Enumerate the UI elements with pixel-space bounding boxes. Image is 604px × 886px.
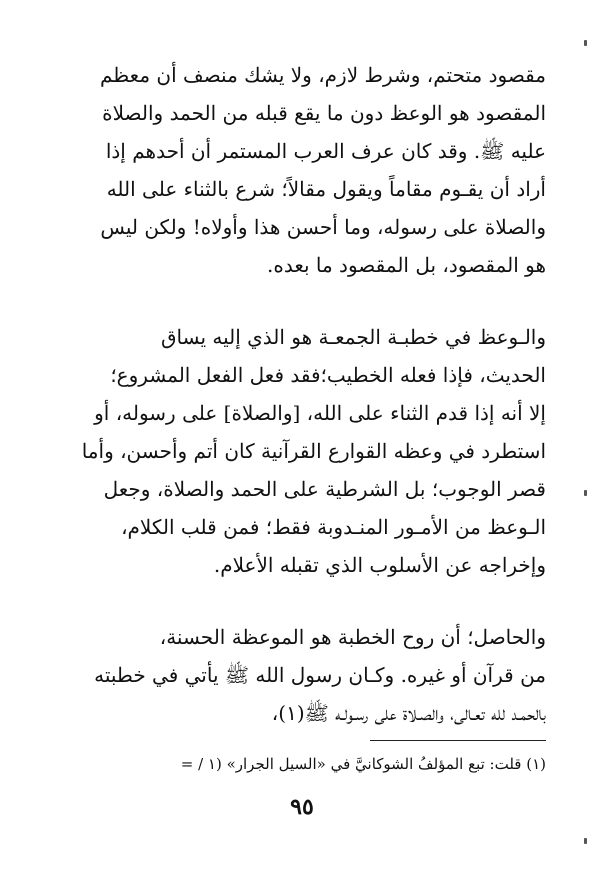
text-line: والصلاة على رسوله، وما أحسن هذا وأولاه! ولكن ليس — [100, 215, 546, 239]
text-line: أراد أن يقـوم مقاماً ويقول مقالاً؛ شرع بالثناء على الله — [106, 177, 546, 201]
text-line: عليه ﷺ. وقد كان عرف العرب المستمر أن أحدهم إذا — [105, 139, 546, 163]
text-line: استطرد في وعظه القوارع القرآنية كان أتم وأحسن، وأما — [81, 439, 546, 463]
paragraph-3 — [62, 618, 546, 732]
text-line: بالحمـد لله تعـالى، والصـلاة على رسـولـه ﷺ(١)، — [271, 701, 546, 725]
paragraph-1 — [62, 56, 546, 284]
text-line: مقصود متحتم، وشرط لازم، ولا يشك منصف أن معظم — [99, 63, 546, 87]
text-line: الحديث، فإذا فعله الخطيب؛فقد فعل الفعل المشروع؛ — [110, 363, 546, 387]
text-line: وإخراجه عن الأسلوب الذي تقبله الأعلام. — [213, 553, 546, 577]
text-line: والحاصل؛ أن روح الخطبة هو الموعظة الحسنة، — [159, 625, 546, 649]
text-line: إلا أنه إذا قدم الثناء على الله، [والصلاة] على رسوله، أو — [94, 401, 546, 425]
margin-mark — [584, 490, 587, 496]
text-line: والـوعظ في خطبـة الجمعـة هو الذي إليه يساق — [161, 325, 546, 349]
page-number: ٩٥ — [290, 794, 314, 820]
text-line: المقصود هو الوعظ دون ما يقع قبله من الحمد والصلاة — [102, 101, 546, 125]
paragraph-2 — [62, 318, 546, 584]
text-line: هو المقصود، بل المقصود ما بعده. — [266, 253, 546, 277]
text-line: الـوعظ من الأمـور المنـدوبة فقط؛ فمن قلب الكلام، — [121, 515, 546, 539]
text-line: من قرآن أو غيره. وكـان رسول الله ﷺ يأتي في خطبته — [94, 663, 546, 687]
margin-mark — [584, 838, 587, 844]
footnote: (١) قلت: تبع المؤلفُ الشوكانيَّ في «السيل الجرار» (١ / = — [180, 755, 546, 773]
footnote-divider — [370, 740, 546, 741]
margin-mark — [584, 40, 587, 46]
text-line: قصر الوجوب؛ بل الشرطية على الحمد والصلاة، وجعل — [103, 477, 546, 501]
